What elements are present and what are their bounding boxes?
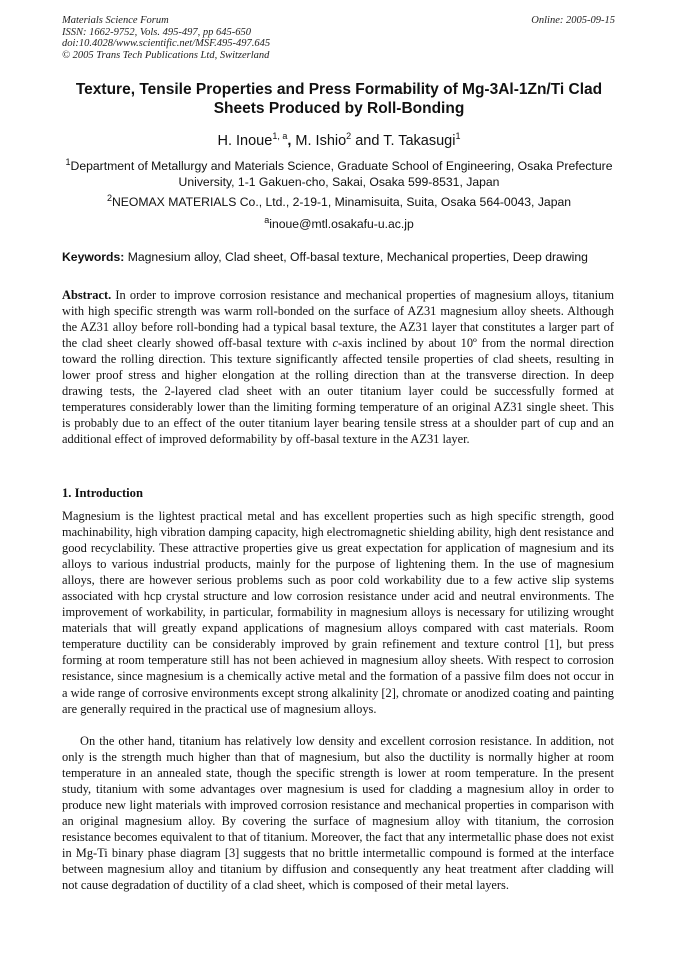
email-address: inoue@mtl.osakafu-u.ac.jp: [269, 217, 414, 232]
author-name: M. Ishio: [295, 132, 347, 149]
abstract-text: In order to improve corrosion resistance and mechanical properties of magnesium alloys, titanium with high specific strength was warm roll-bonded on the surface of AZ31 magnesium alloy sheets. Although the AZ31 alloy before roll-bonding had a typical basal texture, the AZ31 layer that constitutes a larger part of the clad sheet clearly showed off-basal texture with: [62, 288, 615, 351]
author-line: [0, 131, 678, 149]
abstract: [62, 287, 614, 447]
online-date: Online: 2005-09-15: [531, 15, 615, 26]
abstract-label: Abstract.: [62, 288, 112, 302]
author-sup: 2: [346, 131, 352, 141]
journal-header: [62, 15, 270, 61]
copyright-line: © 2005 Trans Tech Publications Ltd, Switzerland: [62, 49, 270, 61]
email-line: [60, 213, 618, 233]
keywords: [62, 250, 622, 264]
affiliation-sup: 1: [65, 157, 71, 167]
author-sup: 1: [455, 131, 461, 141]
issn-line: ISSN: 1662-9752, Vols. 495-497, pp 645-650: [62, 26, 251, 38]
keywords-text: Magnesium alloy, Clad sheet, Off-basal texture, Mechanical properties, Deep drawing: [127, 250, 588, 264]
author-sup: 1, a: [272, 131, 288, 141]
affiliation-text: NEOMAX MATERIALS Co., Ltd., 2-19-1, Minamisuita, Suita, Osaka 564-0043, Japan: [111, 195, 572, 210]
doi-line: doi:10.4028/www.scientific.net/MSF.495-497.645: [62, 38, 271, 49]
section-heading: 1. Introduction: [62, 486, 143, 500]
affiliation-text: Department of Metallurgy and Materials Science, Graduate School of Engineering, Osaka Prefecture University, 1-1 Gakuen-cho, Sakai, Osaka 599-8531, Japan: [70, 159, 613, 189]
keywords-label: Keywords:: [62, 250, 125, 264]
author-separator: and: [351, 132, 384, 149]
email-sup: a: [264, 215, 270, 225]
abstract-text: -axis inclined by about 10º from the normal direction toward the rolling direction. This texture significantly affected tensile properties of clad sheets, resulting in lower proof stress and higher elongation at the rolling direction than at the transverse direction. In deep drawing tests, the 2-layered clad sheet with an outer titanium layer could be successfully formed at temperatures considerably lower than the limiting forming temperature of an original AZ31 single sheet. This is probably due to an effect of the outer titanium layer bearing tensile stress at a shoulder part of cup and an additional effect of improved deformability by off-basal texture in the AZ31 layer.: [62, 336, 614, 447]
journal-name: Materials Science Forum: [62, 15, 169, 26]
author-name: T. Takasugi: [383, 132, 456, 149]
abstract-italic: c: [332, 336, 339, 351]
introduction-paragraph-1: Magnesium is the lightest practical metal and has excellent properties such as high specific strength, good machinability, high vibration damping capacity, high electromagnetic shielding ability, high dent resistance and good recyclability. These attractive properties give us great expectation for application of magnesium and its alloys to various industrial products, mainly for the purpose of lightening them. In the use of magnesium alloys, there are however serious problems such as poor cold workability due to a few active slip systems associated with hcp crystal structure and low corrosion resistance under acid and neutral environments. The improvement of workability, in particular, formability in magnesium alloys is necessary for utilizing wrought materials that will greatly expand applications of magnesium alloys compared with cast materials. Room temperature ductility can be considerably improved by grain refinement and texture control [1], but press forming at room temperature still has not been achieved in magnesium alloy sheets. With respect to corrosion resistance, since magnesium is a chemically active metal and the formation of a passive film does not occur in a wide range of corrosive environments except strong alkalinity [2], chromate or anodized coating and painting are generally required in the practical use of magnesium alloys.: [62, 509, 614, 716]
author-name: H. Inoue: [217, 132, 273, 149]
affiliation-1: [60, 155, 618, 190]
paper-title: Texture, Tensile Properties and Press Formability of Mg-3Al-1Zn/Ti Clad Sheets Produced by Roll-Bonding: [75, 81, 603, 117]
affiliation-sup: 2: [106, 193, 112, 203]
introduction-paragraph-2: On the other hand, titanium has relatively low density and excellent corrosion resistance. In addition, not only is the strength much higher than that of magnesium, but also the ductility is normally higher at room temperature in an annealed state, though the specific strength is lower at room temperature. In the present study, titanium with some advantages over magnesium is used for cladding a magnesium alloy in order to produce new light materials with improved corrosion resistance and mechanical properties in comparison with an original magnesium alloy. By covering the surface of magnesium alloy with titanium, the corrosion resistance becomes equivalent to that of titanium. Moreover, the fact that any intermetallic phase does not exist in Mg-Ti binary phase diagram [3] suggests that no brittle intermetallic compound is formed at the interface between magnesium alloy and titanium by diffusion and consequently any heat treatment after cladding will not cause degradation of ductility of a clad sheet, which is composed of their metal layers.: [62, 734, 614, 893]
author-separator: ,: [287, 132, 296, 149]
affiliation-2: [60, 191, 618, 211]
